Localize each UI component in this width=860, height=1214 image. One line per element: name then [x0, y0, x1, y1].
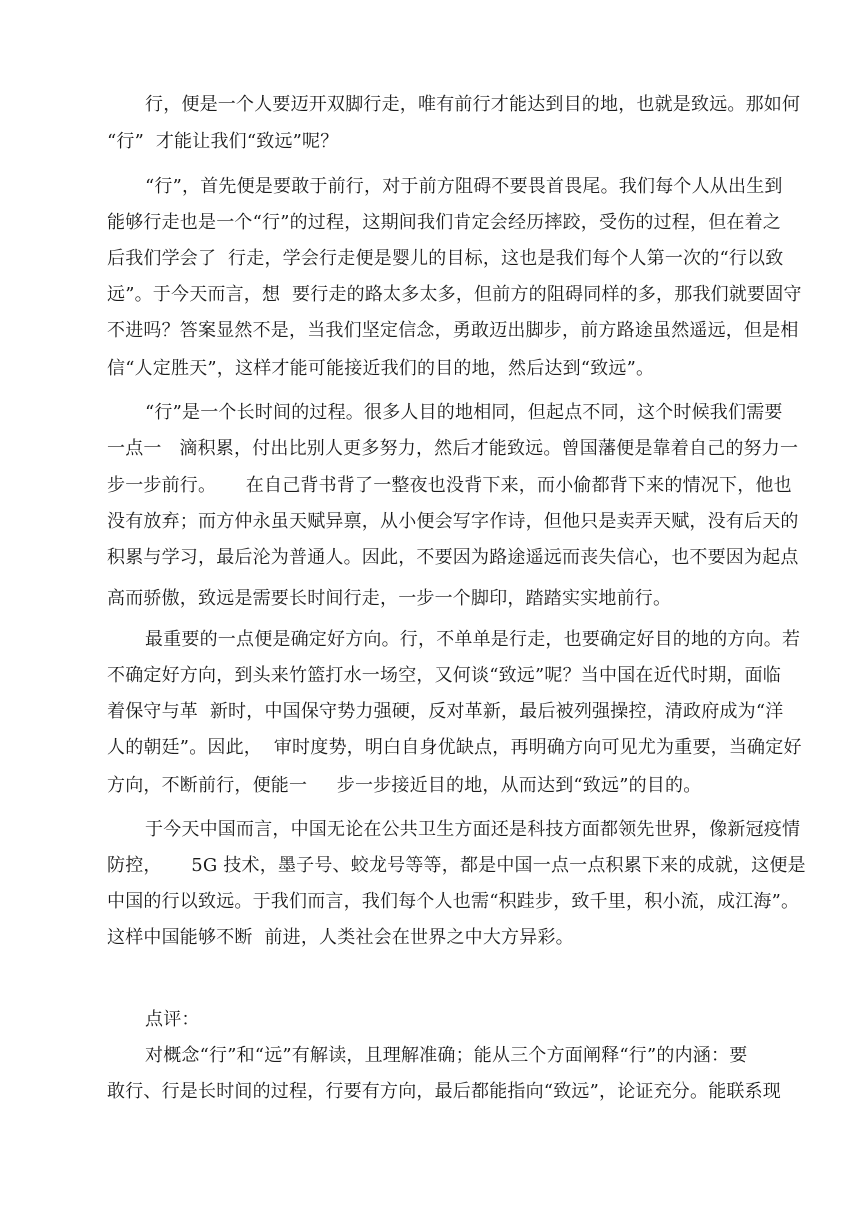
- essay-line: 远”。于今天而言，想 要行走的路太多太多，但前方的阻碍同样的多，那我们就要固守: [107, 284, 802, 305]
- essay-line: 积累与学习，最后沦为普通人。因此，不要因为路途遥远而丧失信心，也不要因为起点: [107, 547, 799, 568]
- essay-line: 着保守与革 新时，中国保守势力强硬，反对革新，最后被列强操控，清政府成为“洋: [107, 701, 784, 722]
- essay-line: 信“人定胜天”，这样才能可能接近我们的目的地，然后达到“致远”。: [107, 358, 655, 379]
- essay-line: 最重要的一点便是确定好方向。行，不单单是行走，也要确定好目的地的方向。若: [145, 629, 801, 650]
- essay-line: 没有放弃；而方仲永虽天赋异禀，从小便会写字作诗，但他只是卖弄天赋，没有后天的: [107, 511, 799, 532]
- essay-line: “行” 才能让我们“致远”呢？: [107, 131, 339, 152]
- essay-line: 中国的行以致远。于我们而言，我们每个人也需“积跬步，致千里，积小流，成江海”。: [107, 891, 800, 912]
- essay-line: 步一步前行。 在自己背书背了一整夜也没背下来，而小偷都背下来的情况下，他也: [107, 475, 792, 496]
- essay-line: 行，便是一个人要迈开双脚行走，唯有前行才能达到目的地，也就是致远。那如何: [145, 94, 801, 115]
- essay-line: “行”，首先便是要敢于前行，对于前方阻碍不要畏首畏尾。我们每个人从出生到: [145, 176, 783, 197]
- essay-line: “行”是一个长时间的过程。很多人目的地相同，但起点不同，这个时候我们需要: [145, 402, 783, 423]
- essay-line: 不进吗？答案显然不是，当我们坚定信念，勇敢迈出脚步，前方路途虽然遥远，但是相: [107, 320, 799, 341]
- essay-line: 能够行走也是一个“行”的过程，这期间我们肯定会经历摔跤，受伤的过程，但在着之: [107, 212, 782, 233]
- essay-line: 防控， 5G 技术，墨子号、蛟龙号等等，都是中国一点一点积累下来的成就，这便是: [107, 855, 806, 876]
- comment-heading: 点评：: [145, 1009, 200, 1030]
- essay-line: 高而骄傲，致远是需要长时间行走，一步一个脚印，踏踏实实地前行。: [107, 588, 672, 609]
- essay-line: 人的朝廷”。因此， 审时度势，明白自身优缺点，再明确方向可见尤为重要，当确定好: [107, 737, 802, 758]
- comment-line: 敢行、行是长时间的过程，行要有方向，最后都能指向“致远”，论证充分。能联系现: [107, 1081, 782, 1102]
- essay-line: 方向，不断前行，便能一 步一步接近目的地，从而达到“致远”的目的。: [107, 775, 702, 796]
- comment-line: 对概念“行”和“远”有解读，且理解准确；能从三个方面阐释“行”的内涵：要: [145, 1045, 748, 1066]
- essay-line: 一点一 滴积累，付出比别人更多努力，然后才能致远。曾国藩便是靠着自己的努力一: [107, 438, 799, 459]
- essay-line: 于今天中国而言，中国无论在公共卫生方面还是科技方面都领先世界，像新冠疫情: [145, 819, 801, 840]
- essay-line: 不确定好方向，到头来竹篮打水一场空，又何谈“致远”呢？当中国在近代时期，面临: [107, 665, 782, 686]
- essay-line: 后我们学会了 行走，学会行走便是婴儿的目标，这也是我们每个人第一次的“行以致: [107, 248, 784, 269]
- essay-line: 这样中国能够不断 前进，人类社会在世界之中大方异彩。: [107, 927, 574, 948]
